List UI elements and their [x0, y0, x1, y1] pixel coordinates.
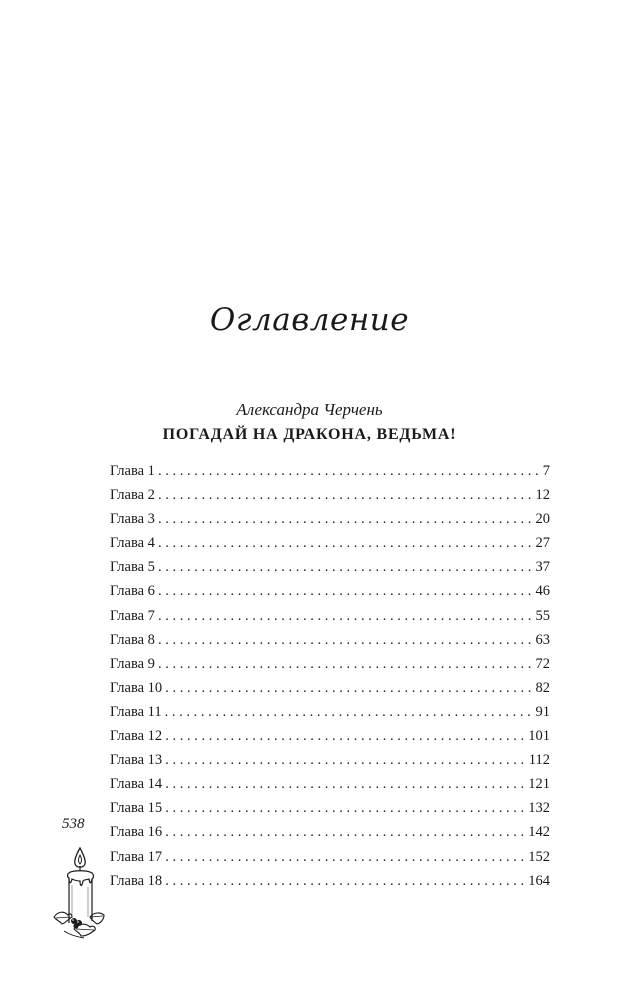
- toc-leader-dots: [165, 824, 527, 841]
- toc-entry-label: Глава 12: [110, 728, 163, 745]
- toc-entry[interactable]: [110, 559, 550, 583]
- toc-entry-page: 112: [528, 752, 550, 769]
- toc-entry-page: 20: [535, 511, 550, 528]
- toc-entry[interactable]: [110, 824, 550, 848]
- book-title: ПОГАДАЙ НА ДРАКОНА, ВЕДЬМА!: [162, 426, 457, 443]
- toc-entry-label: Глава 18: [110, 872, 163, 889]
- toc-entry-label: Глава 1: [110, 463, 155, 479]
- toc-entry-page: 142: [528, 824, 550, 841]
- toc-entry-page: 46: [535, 583, 550, 600]
- toc-leader-dots: [158, 583, 535, 600]
- toc-entry[interactable]: [110, 873, 550, 897]
- toc-leader-dots: [165, 849, 527, 866]
- toc-entry-label: Глава 4: [110, 535, 155, 552]
- toc-entry[interactable]: [110, 583, 550, 607]
- toc-entry[interactable]: [110, 704, 550, 728]
- toc-entry[interactable]: [110, 608, 550, 632]
- toc-leader-dots: [165, 728, 527, 745]
- toc-entry-label: Глава 10: [110, 679, 163, 696]
- toc-leader-dots: [165, 776, 527, 793]
- toc-leader-dots: [158, 559, 535, 576]
- toc-entry-page: 91: [535, 703, 550, 720]
- toc-entry-page: 164: [528, 872, 550, 889]
- toc-leader-dots: [158, 632, 535, 649]
- toc-leader-dots: [165, 680, 534, 697]
- toc-leader-dots: [158, 656, 535, 673]
- toc-entry-page: 152: [528, 848, 550, 865]
- toc-entry[interactable]: [110, 632, 550, 656]
- page-title: Оглавление: [209, 302, 410, 338]
- toc-leader-dots: [165, 752, 528, 769]
- toc-entry-page: 72: [535, 655, 550, 672]
- toc-entry-page: 37: [535, 559, 550, 576]
- toc-entry-page: 132: [528, 800, 550, 817]
- toc-entry[interactable]: [110, 656, 550, 680]
- toc-leader-dots: [158, 487, 535, 504]
- toc-entry-page: 121: [528, 776, 550, 793]
- toc-entry[interactable]: [110, 728, 550, 752]
- toc-entry-label: Глава 3: [110, 511, 155, 528]
- toc-entry[interactable]: [110, 511, 550, 535]
- toc-entry[interactable]: [110, 463, 550, 487]
- author-name: Александра Черчень: [236, 400, 383, 419]
- toc-leader-dots: [158, 535, 535, 552]
- toc-entry-label: Глава 13: [110, 752, 163, 769]
- toc-entry-label: Глава 11: [110, 703, 162, 720]
- toc-leader-dots: [165, 873, 527, 890]
- toc-entry[interactable]: [110, 776, 550, 800]
- toc-entry-label: Глава 5: [110, 559, 155, 576]
- toc-leader-dots: [165, 704, 535, 721]
- toc-entry[interactable]: [110, 800, 550, 824]
- page-number: 538: [62, 816, 85, 832]
- toc-entry[interactable]: [110, 680, 550, 704]
- toc-entry-label: Глава 9: [110, 655, 155, 672]
- toc-entry-label: Глава 7: [110, 607, 155, 624]
- toc-leader-dots: [158, 608, 535, 625]
- toc-leader-dots: [158, 463, 542, 480]
- toc-entry[interactable]: [110, 487, 550, 511]
- toc-entry[interactable]: [110, 849, 550, 873]
- toc-entry-label: Глава 14: [110, 776, 163, 793]
- toc-entry-page: 27: [535, 535, 550, 552]
- toc-entry-page: 82: [535, 679, 550, 696]
- toc-leader-dots: [165, 800, 527, 817]
- toc-entry-page: 63: [535, 631, 550, 648]
- toc-entry-label: Глава 8: [110, 631, 155, 648]
- toc-entry-label: Глава 2: [110, 487, 155, 504]
- candle-with-holly-icon: [50, 845, 108, 941]
- toc-entry-label: Глава 16: [110, 824, 163, 841]
- toc-entry[interactable]: [110, 535, 550, 559]
- toc-entry-page: 55: [535, 607, 550, 624]
- toc-entry-label: Глава 15: [110, 800, 163, 817]
- toc-entry-label: Глава 17: [110, 848, 163, 865]
- toc-entry-page: 12: [535, 487, 550, 504]
- toc-entry-page: 101: [528, 728, 550, 745]
- toc-entry[interactable]: [110, 752, 550, 776]
- table-of-contents: [110, 463, 550, 897]
- toc-entry-label: Глава 6: [110, 583, 155, 600]
- toc-leader-dots: [158, 511, 535, 528]
- toc-entry-page: 7: [542, 463, 550, 479]
